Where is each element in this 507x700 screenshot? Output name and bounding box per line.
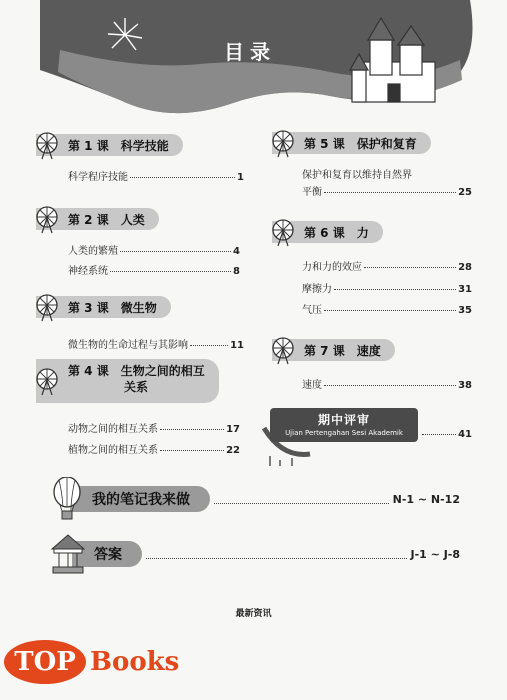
lesson-2-title: 第 2 课 人类: [36, 208, 159, 230]
toc-entry[interactable]: 速度 38: [302, 380, 472, 391]
ferris-wheel-icon: [268, 335, 298, 365]
notes-row[interactable]: [50, 477, 460, 521]
lesson-5-header: [268, 130, 431, 156]
toc-entry[interactable]: 摩擦力 31: [302, 284, 472, 295]
page-title: 目录: [224, 40, 276, 64]
lesson-7-title: 第 7 课 速度: [272, 339, 395, 361]
ferris-wheel-icon: [268, 217, 298, 247]
toc-entry[interactable]: 气压 35: [302, 305, 472, 316]
answers-row[interactable]: [50, 533, 460, 575]
ferris-wheel-icon: [32, 292, 62, 322]
ferris-wheel-icon: [32, 130, 62, 160]
lesson-6-title: 第 6 课 力: [272, 221, 383, 243]
lesson-4-title: 第 4 课 生物之间的相互 关系: [36, 359, 219, 403]
lesson-3-title: 第 3 课 微生物: [36, 296, 171, 318]
toc-entry[interactable]: 平衡 25: [302, 187, 472, 198]
lesson-1-title: 第 1 课 科学技能: [36, 134, 183, 156]
lesson-4-header: [32, 364, 219, 394]
lesson-2-header: [32, 206, 159, 232]
lesson-3-header: [32, 294, 171, 320]
toc-entry[interactable]: 植物之间的相互关系 22: [68, 445, 240, 456]
toc-entry-line[interactable]: 保护和复育以维持自然界: [302, 170, 412, 181]
topbooks-watermark: TOP Books: [4, 640, 179, 684]
notes-label: 我的笔记我来做: [70, 486, 210, 512]
answers-label: 答案: [72, 541, 142, 567]
ferris-wheel-icon: [268, 128, 298, 158]
ferris-wheel-icon: [32, 366, 62, 396]
carousel-icon: [50, 533, 86, 575]
hot-air-balloon-icon: [50, 477, 84, 521]
lesson-6-header: [268, 219, 383, 245]
toc-entry[interactable]: 微生物的生命过程与其影响 11: [68, 340, 244, 351]
notes-pages: N-1 ~ N-12: [392, 492, 460, 506]
toc-entry[interactable]: 人类的繁殖 4: [68, 246, 240, 257]
toc-entry[interactable]: 动物之间的相互关系 17: [68, 424, 240, 435]
lesson-5-title: 第 5 课 保护和复育: [272, 132, 431, 154]
footer-note: 最新资讯: [235, 609, 272, 619]
midterm-banner: 期中评审 Ujian Pertengahan Sesi Akademik: [270, 408, 418, 442]
toc-entry[interactable]: 科学程序技能 1: [68, 172, 244, 183]
answers-pages: J-1 ~ J-8: [410, 547, 460, 561]
toc-entry-midterm[interactable]: 41: [420, 429, 472, 440]
lesson-7-header: [268, 337, 395, 363]
ferris-wheel-icon: [32, 204, 62, 234]
lesson-1-header: [32, 132, 183, 158]
toc-entry[interactable]: 神经系统 8: [68, 266, 240, 277]
toc-entry[interactable]: 力和力的效应 28: [302, 262, 472, 273]
